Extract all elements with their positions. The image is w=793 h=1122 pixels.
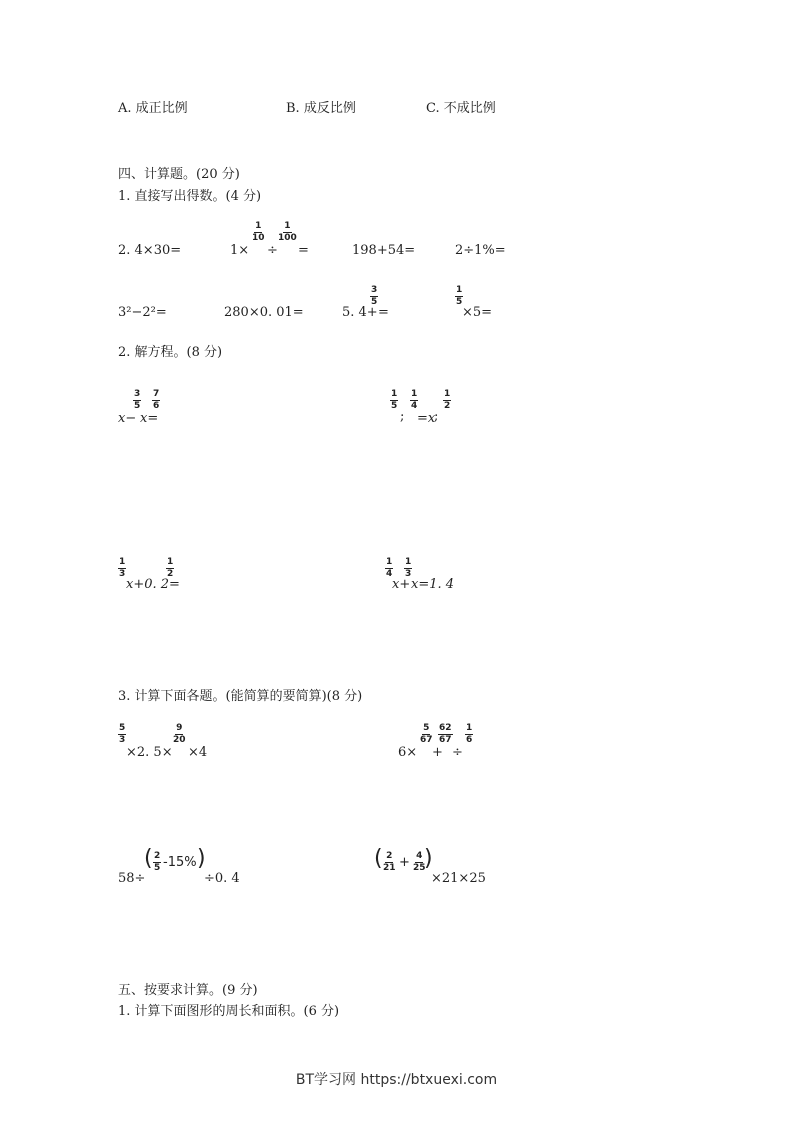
fraction: $\frac{1}{10}$ (252, 221, 265, 243)
fraction: $\frac{1}{3}$ (119, 557, 126, 579)
q1-item-2-prefix: 1× (230, 243, 250, 258)
eq3-text: x+0. 2= (126, 577, 180, 592)
fraction: $\frac{1}{5}$ (456, 285, 463, 307)
fraction: $\frac{2}{21}$ (383, 851, 396, 873)
fraction: $\frac{9}{20}$ (173, 723, 186, 745)
fraction: $\frac{3}{5}$ (371, 285, 378, 307)
fraction: $\frac{1}{3}$ (405, 557, 412, 579)
left-paren: ( (374, 846, 383, 871)
eq4-text-b: x=1. 4 (411, 577, 455, 592)
eq2-text: =x (417, 411, 436, 426)
fraction: $\frac{5}{67}$ (420, 723, 433, 745)
fraction: $\frac{1}{5}$ (391, 389, 398, 411)
fraction: $\frac{3}{5}$ (134, 389, 141, 411)
fraction: $\frac{1}{2}$ (444, 389, 451, 411)
e3-text-a: 58÷ (118, 871, 146, 886)
q1-item-1: 2. 4×30= (118, 243, 182, 258)
fraction: $\frac{5}{3}$ (119, 723, 126, 745)
section4-title: 四、计算题。(20 分) (118, 167, 240, 182)
choice-b: B. 成反比例 (286, 101, 356, 116)
q3-title: 3. 计算下面各题。(能简算的要简算)(8 分) (118, 689, 363, 704)
footer-watermark: BT学习网 https://btxuexi.com (295, 1072, 498, 1088)
fraction: $\frac{1}{4}$ (411, 389, 418, 411)
left-paren: ( (144, 846, 153, 871)
e3-percent: -15% (163, 855, 197, 870)
fraction: $\frac{1}{4}$ (386, 557, 393, 579)
e1-text-a: ×2. 5× (126, 745, 173, 760)
fraction: $\frac{62}{67}$ (439, 723, 452, 745)
fraction: $\frac{2}{5}$ (154, 851, 161, 873)
section5-title: 五、按要求计算。(9 分) (118, 983, 258, 998)
q1-item-8-suffix: ×5= (462, 305, 493, 320)
q1-item-7-prefix: 5. 4+ (342, 305, 378, 320)
fraction: $\frac{1}{100}$ (278, 221, 297, 243)
choice-c: C. 不成比例 (426, 101, 496, 116)
divide-sign: ÷ (452, 745, 463, 760)
fraction: $\frac{7}{6}$ (153, 389, 160, 411)
fraction: $\frac{1}{2}$ (167, 557, 174, 579)
q2-title: 2. 解方程。(8 分) (118, 345, 223, 360)
eq2-sep-2: ; (434, 409, 439, 424)
divide-sign: ÷ (267, 243, 278, 258)
q1-item-5: 3²−2²= (118, 305, 167, 320)
right-paren: ) (197, 846, 206, 871)
e2-text-a: 6× (398, 745, 418, 760)
q1-item-6: 280×0. 01= (224, 305, 304, 320)
q1-title: 1. 直接写出得数。(4 分) (118, 189, 262, 204)
equals-sign: = (378, 305, 389, 320)
plus-sign: + (432, 745, 443, 760)
e4-text: ×21×25 (431, 871, 486, 886)
e3-text-b: ÷0. 4 (204, 871, 240, 886)
eq1-text-b: x= (140, 411, 159, 426)
eq2-sep-1: ; (400, 409, 405, 424)
q1-item-3: 198+54= (352, 243, 416, 258)
eq4-text-a: x+ (392, 577, 411, 592)
eq1-text-a: x− (118, 411, 137, 426)
plus-sign: + (399, 855, 410, 870)
choice-a: A. 成正比例 (118, 101, 188, 116)
equals-sign: = (298, 243, 309, 258)
e1-text-b: ×4 (188, 745, 208, 760)
section5-q1-title: 1. 计算下面图形的周长和面积。(6 分) (118, 1004, 340, 1019)
fraction: $\frac{1}{6}$ (466, 723, 473, 745)
q1-item-4: 2÷1%= (455, 243, 506, 258)
right-paren: ) (424, 846, 433, 871)
fraction: $\frac{4}{25}$ (413, 851, 426, 873)
